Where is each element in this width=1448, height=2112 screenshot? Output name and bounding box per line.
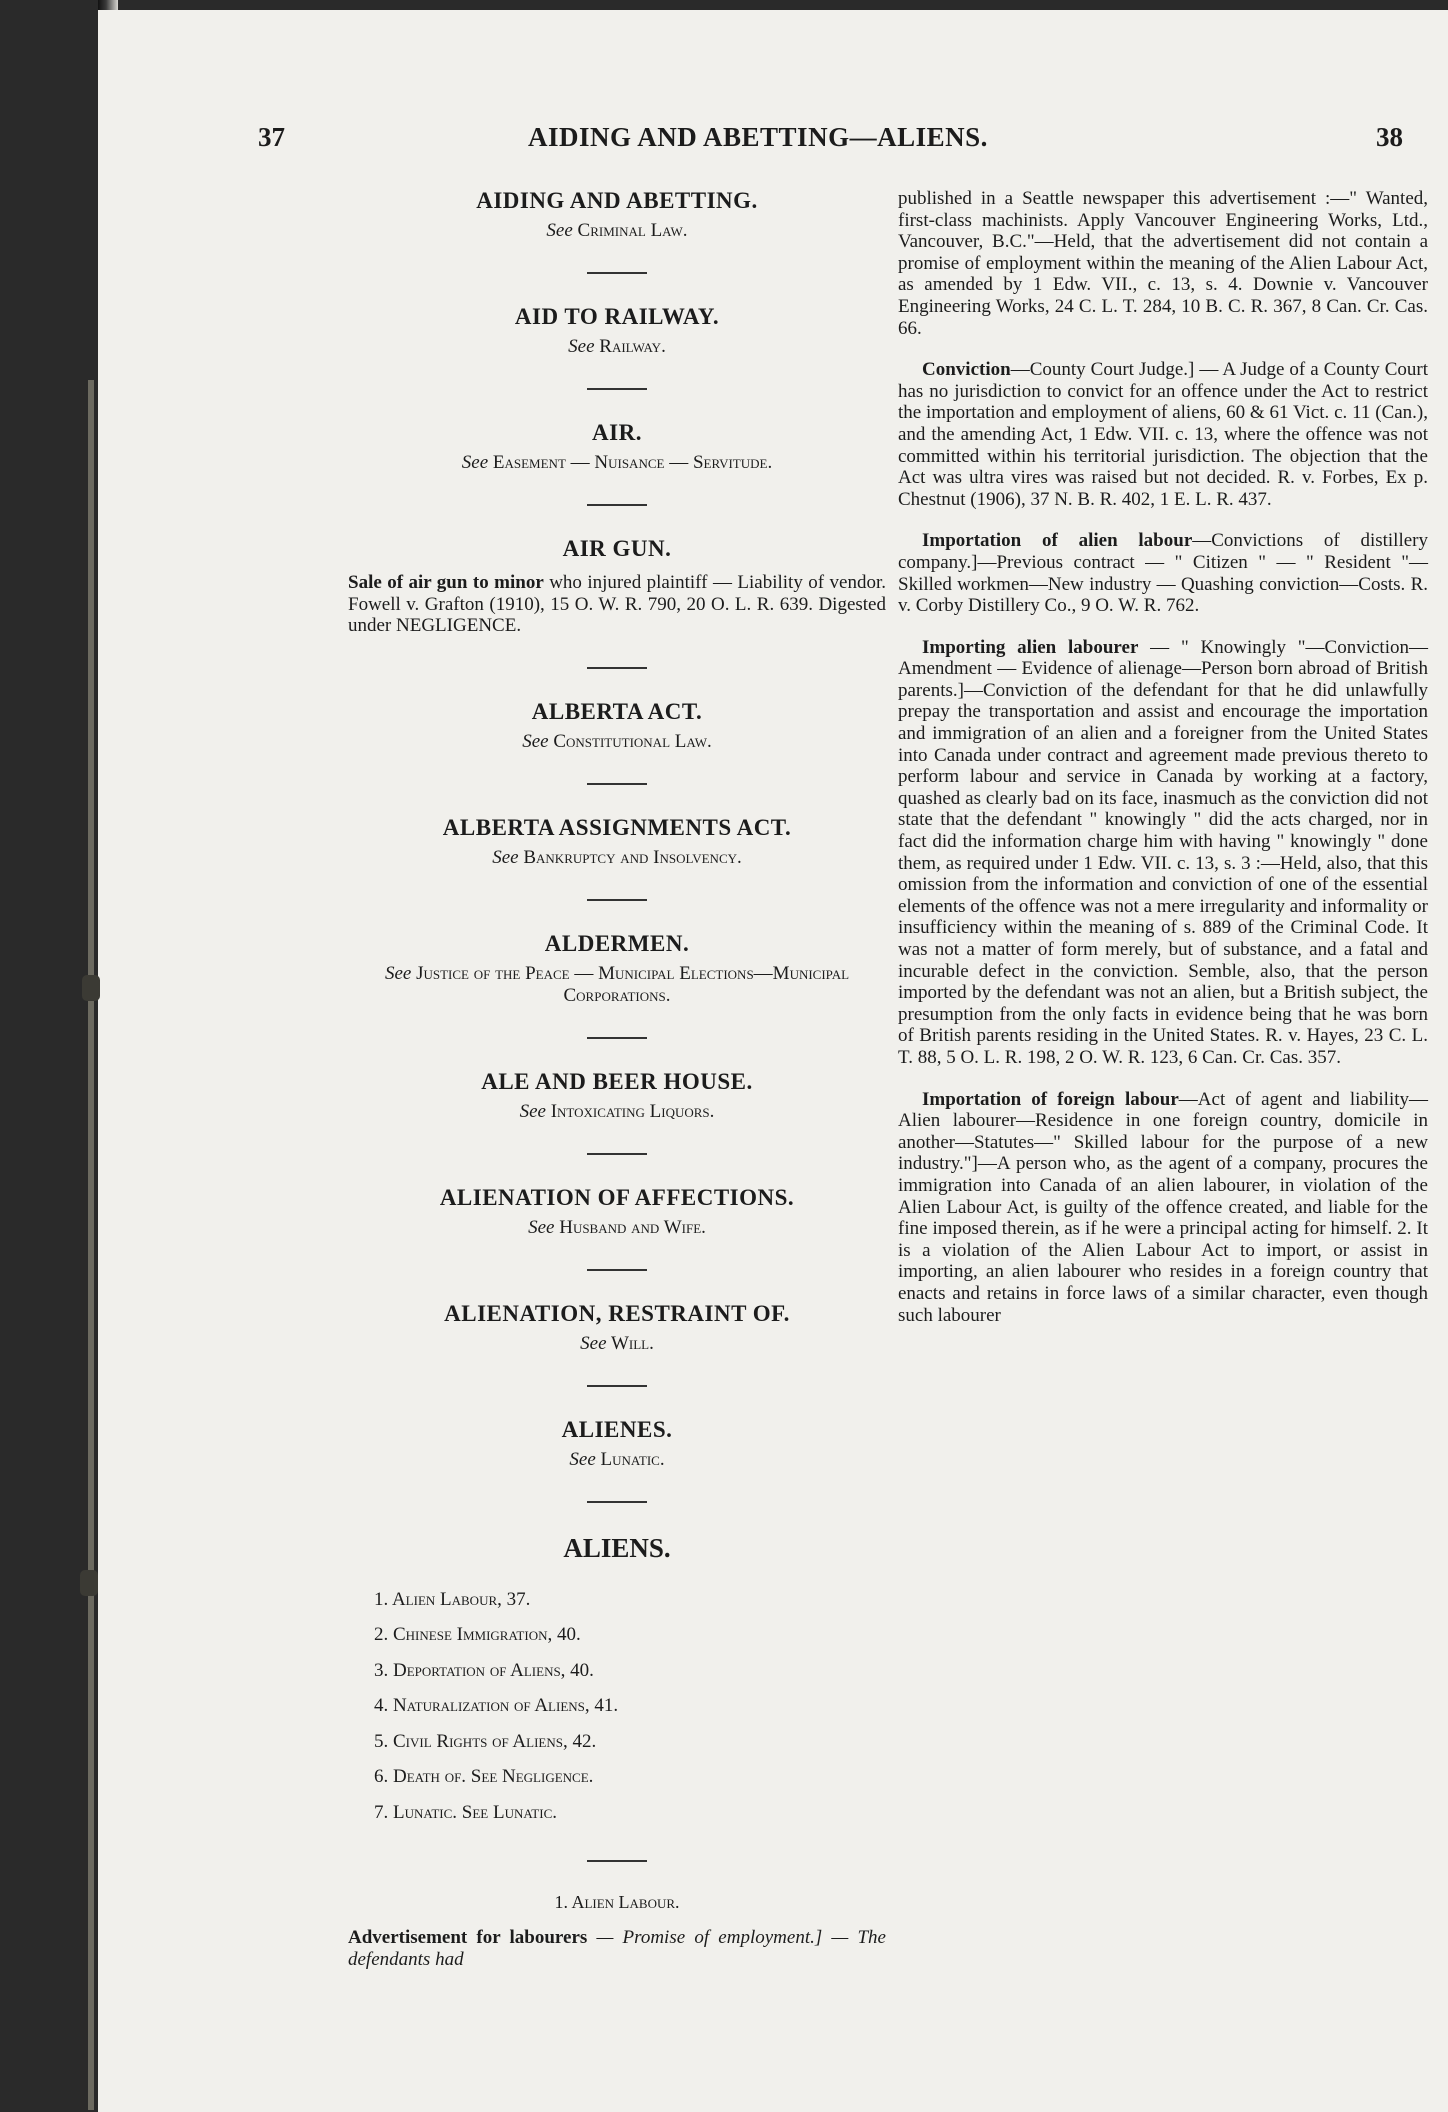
see-reference [348,1217,886,1239]
entry-text: who injured plaintiff — Liability of vendor. Fowell v. Grafton (1910), 15 O. W. R. 790, 20 O. L. R. 639. Digested under NEGLIGENCE. [348,572,886,637]
see-target: Criminal Law. [577,220,688,241]
section-heading-aliens: ALIENS. [563,1532,671,1563]
entry-heading: ALDERMEN. [544,930,690,956]
divider-rule [587,272,647,274]
digest-paragraph [898,637,1428,1069]
contents-item: 1. Alien Labour, 37. [374,1588,531,1610]
paragraph-text: —Convictions of distillery company.]—Previous contract — " Citizen " — " Resident "—Skilled workmen—New industry — Quashing conviction—Costs. R. v. Corby Distillery Co., 9 O. W. R. 762. [898,530,1428,617]
aliens-contents [374,1582,886,1831]
see-target: Constitutional Law. [553,730,712,752]
running-title: AIDING AND ABETTING—ALIENS. [528,122,988,152]
paragraph-text: — " Knowingly "—Conviction—Amendment — Evidence of alienage—Person born abroad of British parents.]—Conviction of the defendant for that he did unlawfully prepay the transportation and assist and encourage the importation and immigration of an alien and a foreigner from the United States into Canada under contract and agreement made previous thereto to perform labour and service in Canada by working at a factory, quashed as clearly bad on its face, inasmuch as the conviction did not state that the defendant " knowingly " did the acts charged, nor in fact did the information charge him with having " knowingly " done them, as required under 1 Edw. VII. c. 13, s. 3 :—Held, also, that this omission from the information and conviction of one of the essential elements of the offence was not a mere irregularity and informality or insufficiency within the meaning of s. 889 of the Criminal Code. It was not a matter of form merely, but of substance, and a fatal and incurable defect in the conviction. Semble, also, that the person imported by the defendant was not an alien, but a British subject, the presumption from the only facts in evidence being that he was born of British parents residing in the United States. R. v. Hayes, 23 C. L. T. 88, 5 O. L. R. 198, 2 O. W. R. 123, 6 Can. Cr. Cas. 357. [898,636,1428,1068]
digest-paragraph [898,359,1428,510]
binding-knot [80,1570,98,1596]
see-reference [348,1449,886,1471]
see-word: See [546,220,573,241]
entry-heading: ALIENATION OF AFFECTIONS. [439,1184,795,1210]
see-reference [348,1333,886,1355]
divider-rule [587,1385,647,1387]
see-word: See [384,962,412,984]
entry-text: — Promise of employment.] — The defendants had [348,1927,886,1970]
entry-heading: ALE AND BEER HOUSE. [481,1068,753,1094]
entry-heading: AIDING AND ABETTING. [476,188,758,213]
divider-rule [587,783,647,785]
see-target: Justice of the Peace — Municipal Elections—Municipal Corporations. [416,962,850,1006]
binding-knot [82,975,100,1001]
divider-rule [587,667,647,669]
divider-rule [587,1860,647,1862]
see-word: See [580,1332,607,1354]
page [98,10,1448,2112]
see-reference [348,847,886,869]
see-target: Railway. [599,336,666,357]
see-reference [348,1101,886,1123]
entry-lead: Sale of air gun to minor [348,572,544,593]
entry-heading: AIR GUN. [562,536,672,561]
entry-heading: ALBERTA ACT. [531,698,703,724]
digest-paragraph [898,1089,1428,1327]
contents-item: 3. Deportation of Aliens, 40. [374,1659,594,1681]
see-target: Lunatic. [600,1448,665,1470]
entry-body [348,572,886,637]
see-reference [348,731,886,753]
see-target: Intoxicating Liquors. [550,1100,715,1122]
page-number-right: 38 [1376,122,1403,152]
entry-body [348,1927,886,1970]
digest-paragraph [898,188,1428,339]
right-column [898,188,1428,1346]
contents-item: 7. Lunatic. See Lunatic. [374,1801,557,1823]
divider-rule [587,1153,647,1155]
divider-rule [587,1501,647,1503]
see-reference [348,220,886,242]
see-word: See [522,730,549,752]
entry-heading: ALIENES. [561,1416,673,1442]
entry-heading: ALBERTA ASSIGNMENTS ACT. [442,814,792,840]
paragraph-lead: Conviction [922,359,1011,381]
paragraph-lead: Importation of foreign labour [922,1088,1179,1110]
see-word: See [519,1100,546,1122]
see-target: Bankruptcy and Insolvency. [523,846,742,868]
see-reference [348,963,886,1007]
divider-rule [587,504,647,506]
paragraph-text: published in a Seattle newspaper this advertisement :—" Wanted, first-class machinists. Apply Vancouver Engineering Works, Ltd., Vancouver, B.C."—Held, that the advertisement did not contain a promise of employment within the meaning of the Alien Labour Act, as amended by 1 Edw. VII., c. 13, s. 4. Downie v. Vancouver Engineering Works, 24 C. L. T. 284, 10 B. C. R. 367, 8 Can. Cr. Cas. 66. [898,188,1428,339]
see-target: Will. [610,1332,654,1354]
divider-rule [587,388,647,390]
entry-heading: AID TO RAILWAY. [514,304,720,329]
binding-thread [88,380,94,2110]
contents-item: 6. Death of. See Negligence. [374,1766,594,1788]
divider-rule [587,1037,647,1039]
paragraph-lead: Importation of alien labour [922,530,1193,552]
see-target: Husband and Wife. [559,1216,706,1238]
divider-rule [587,1269,647,1271]
entry-heading: AIR. [592,420,642,445]
see-word: See [569,1448,596,1470]
see-word: See [528,1216,555,1238]
left-column [348,188,886,1970]
digest-paragraph [898,530,1428,616]
page-number-left: 37 [258,122,285,152]
divider-rule [587,899,647,901]
entry-heading: ALIENATION, RESTRAINT OF. [444,1300,790,1326]
see-reference [348,452,886,474]
see-target: Easement — Nuisance — Servitude. [492,452,773,473]
contents-item: 4. Naturalization of Aliens, 41. [374,1695,619,1717]
contents-item: 2. Chinese Immigration, 40. [374,1624,581,1646]
see-word: See [492,846,519,868]
paragraph-lead: Importing alien labourer [922,636,1139,658]
see-word: See [461,452,489,473]
paragraph-text: —County Court Judge.] — A Judge of a County Court has no jurisdiction to convict for an offence under the Act to restrict the importation and employment of aliens, 60 & 61 Vict. c. 11 (Can.), and the amending Act, 1 Edw. VII. c. 13, where the offence was not committed within his territorial jurisdiction. The objection that the Act was ultra vires was raised but not decided. R. v. Forbes, Ex p. Chestnut (1906), 37 N. B. R. 402, 1 E. L. R. 437. [898,359,1428,510]
paragraph-text: —Act of agent and liability—Alien labourer—Residence in one foreign country, domicile in another—Statutes—" Skilled labour for the purpose of a new industry."]—A person who, as the agent of a company, procures the immigration into Canada of an alien labourer, in violation of the Alien Labour Act, is guilty of the offence created, and liable for the fine imposed therein, as if he were a principal acting for himself. 2. It is a violation of the Alien Labour Act to import, or assist in importing, an alien labourer who resides in a foreign country that enacts and retains in force laws of a similar character, even though such labourer [898,1088,1429,1326]
subsection-heading: 1. Alien Labour. [554,1892,680,1913]
entry-lead: Advertisement for labourers [348,1927,588,1949]
see-word: See [568,336,595,357]
see-reference [348,336,886,358]
contents-item: 5. Civil Rights of Aliens, 42. [374,1730,597,1752]
